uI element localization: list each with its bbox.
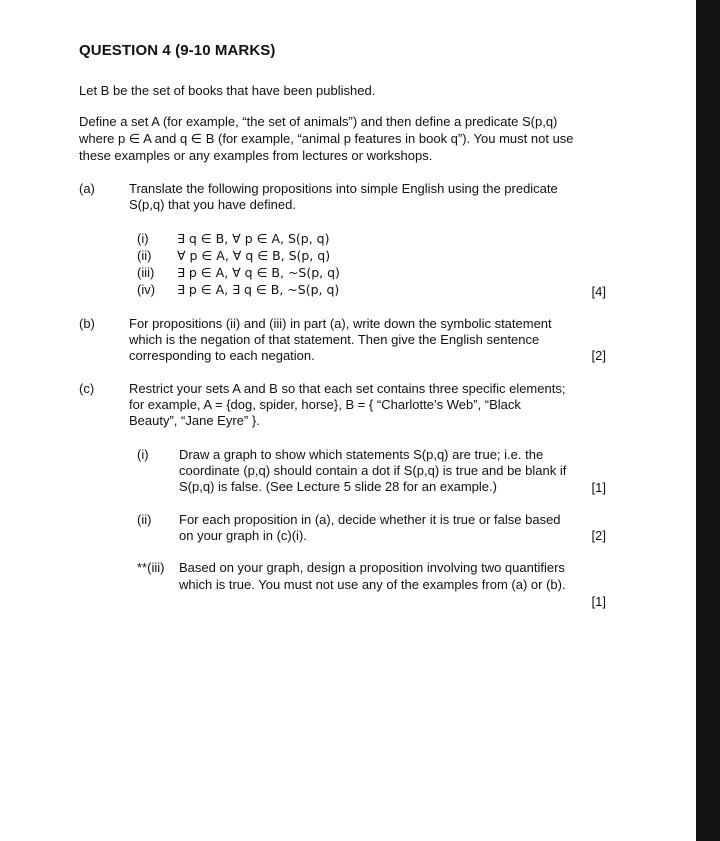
part-c-i-line-2: coordinate (p,q) should contain a dot if S(p,q) is true and be blank if: [179, 463, 567, 478]
part-c-iii-line-2: which is true. You must not use any of the examples from (a) or (b).: [179, 577, 566, 592]
part-c-iii-num: **(iii): [137, 560, 165, 575]
part-c-iii-marks: [1]: [591, 594, 606, 609]
part-b-line-3: corresponding to each negation.: [129, 348, 315, 363]
part-a-label: (a): [79, 181, 95, 196]
define-line-2: where p ∈ A and q ∈ B (for example, “animal p features in book q”). You must not use: [79, 131, 574, 146]
part-a-item-num: (iii): [137, 265, 155, 280]
part-a-marks: [4]: [591, 284, 606, 299]
part-c-ii-line-2: on your graph in (c)(i).: [179, 528, 307, 543]
part-c-i-line-1: Draw a graph to show which statements S(p,q) are true; i.e. the: [179, 447, 544, 462]
part-a-item-expr: ∃ p ∈ A, ∀ q ∈ B, ~S(p, q): [177, 265, 340, 280]
part-c-line-3: Beauty”, “Jane Eyre” }.: [129, 413, 260, 428]
part-c-ii-marks: [2]: [591, 528, 606, 543]
part-c-i-marks: [1]: [591, 480, 606, 495]
part-b-line-2: which is the negation of that statement. Then give the English sentence: [129, 332, 540, 347]
part-b-marks: [2]: [591, 348, 606, 363]
define-line-3: these examples or any examples from lectures or workshops.: [79, 148, 433, 163]
part-b-label: (b): [79, 316, 95, 331]
part-a-line-1: Translate the following propositions into simple English using the predicate: [129, 181, 558, 196]
part-a-item-expr: ∃ p ∈ A, ∃ q ∈ B, ~S(p, q): [177, 282, 340, 297]
part-c-label: (c): [79, 381, 95, 396]
part-a-item-num: (i): [137, 231, 149, 246]
part-a-item-num: (iv): [137, 282, 156, 297]
part-a-item-expr: ∀ p ∈ A, ∀ q ∈ B, S(p, q): [177, 248, 331, 263]
part-c-ii-num: (ii): [137, 512, 152, 527]
part-b-line-1: For propositions (ii) and (iii) in part (a), write down the symbolic statement: [129, 316, 552, 331]
part-c-ii-line-1: For each proposition in (a), decide whether it is true or false based: [179, 512, 561, 527]
part-a-item-num: (ii): [137, 248, 152, 263]
question-title: QUESTION 4 (9-10 MARKS): [79, 42, 276, 59]
page-edge-shadow: [696, 0, 720, 841]
part-c-i-num: (i): [137, 447, 149, 462]
intro-text: Let B be the set of books that have been published.: [79, 83, 376, 98]
part-c-i-line-3: S(p,q) is false. (See Lecture 5 slide 28 for an example.): [179, 479, 497, 494]
part-a-line-2: S(p,q) that you have defined.: [129, 197, 296, 212]
part-c-iii-line-1: Based on your graph, design a proposition involving two quantifiers: [179, 560, 565, 575]
part-a-item-expr: ∃ q ∈ B, ∀ p ∈ A, S(p, q): [177, 231, 330, 246]
define-line-1: Define a set A (for example, “the set of animals”) and then define a predicate S(p,q): [79, 114, 558, 129]
part-c-line-2: for example, A = {dog, spider, horse}, B = { “Charlotte’s Web”, “Black: [129, 397, 521, 412]
part-c-line-1: Restrict your sets A and B so that each set contains three specific elements;: [129, 381, 566, 396]
